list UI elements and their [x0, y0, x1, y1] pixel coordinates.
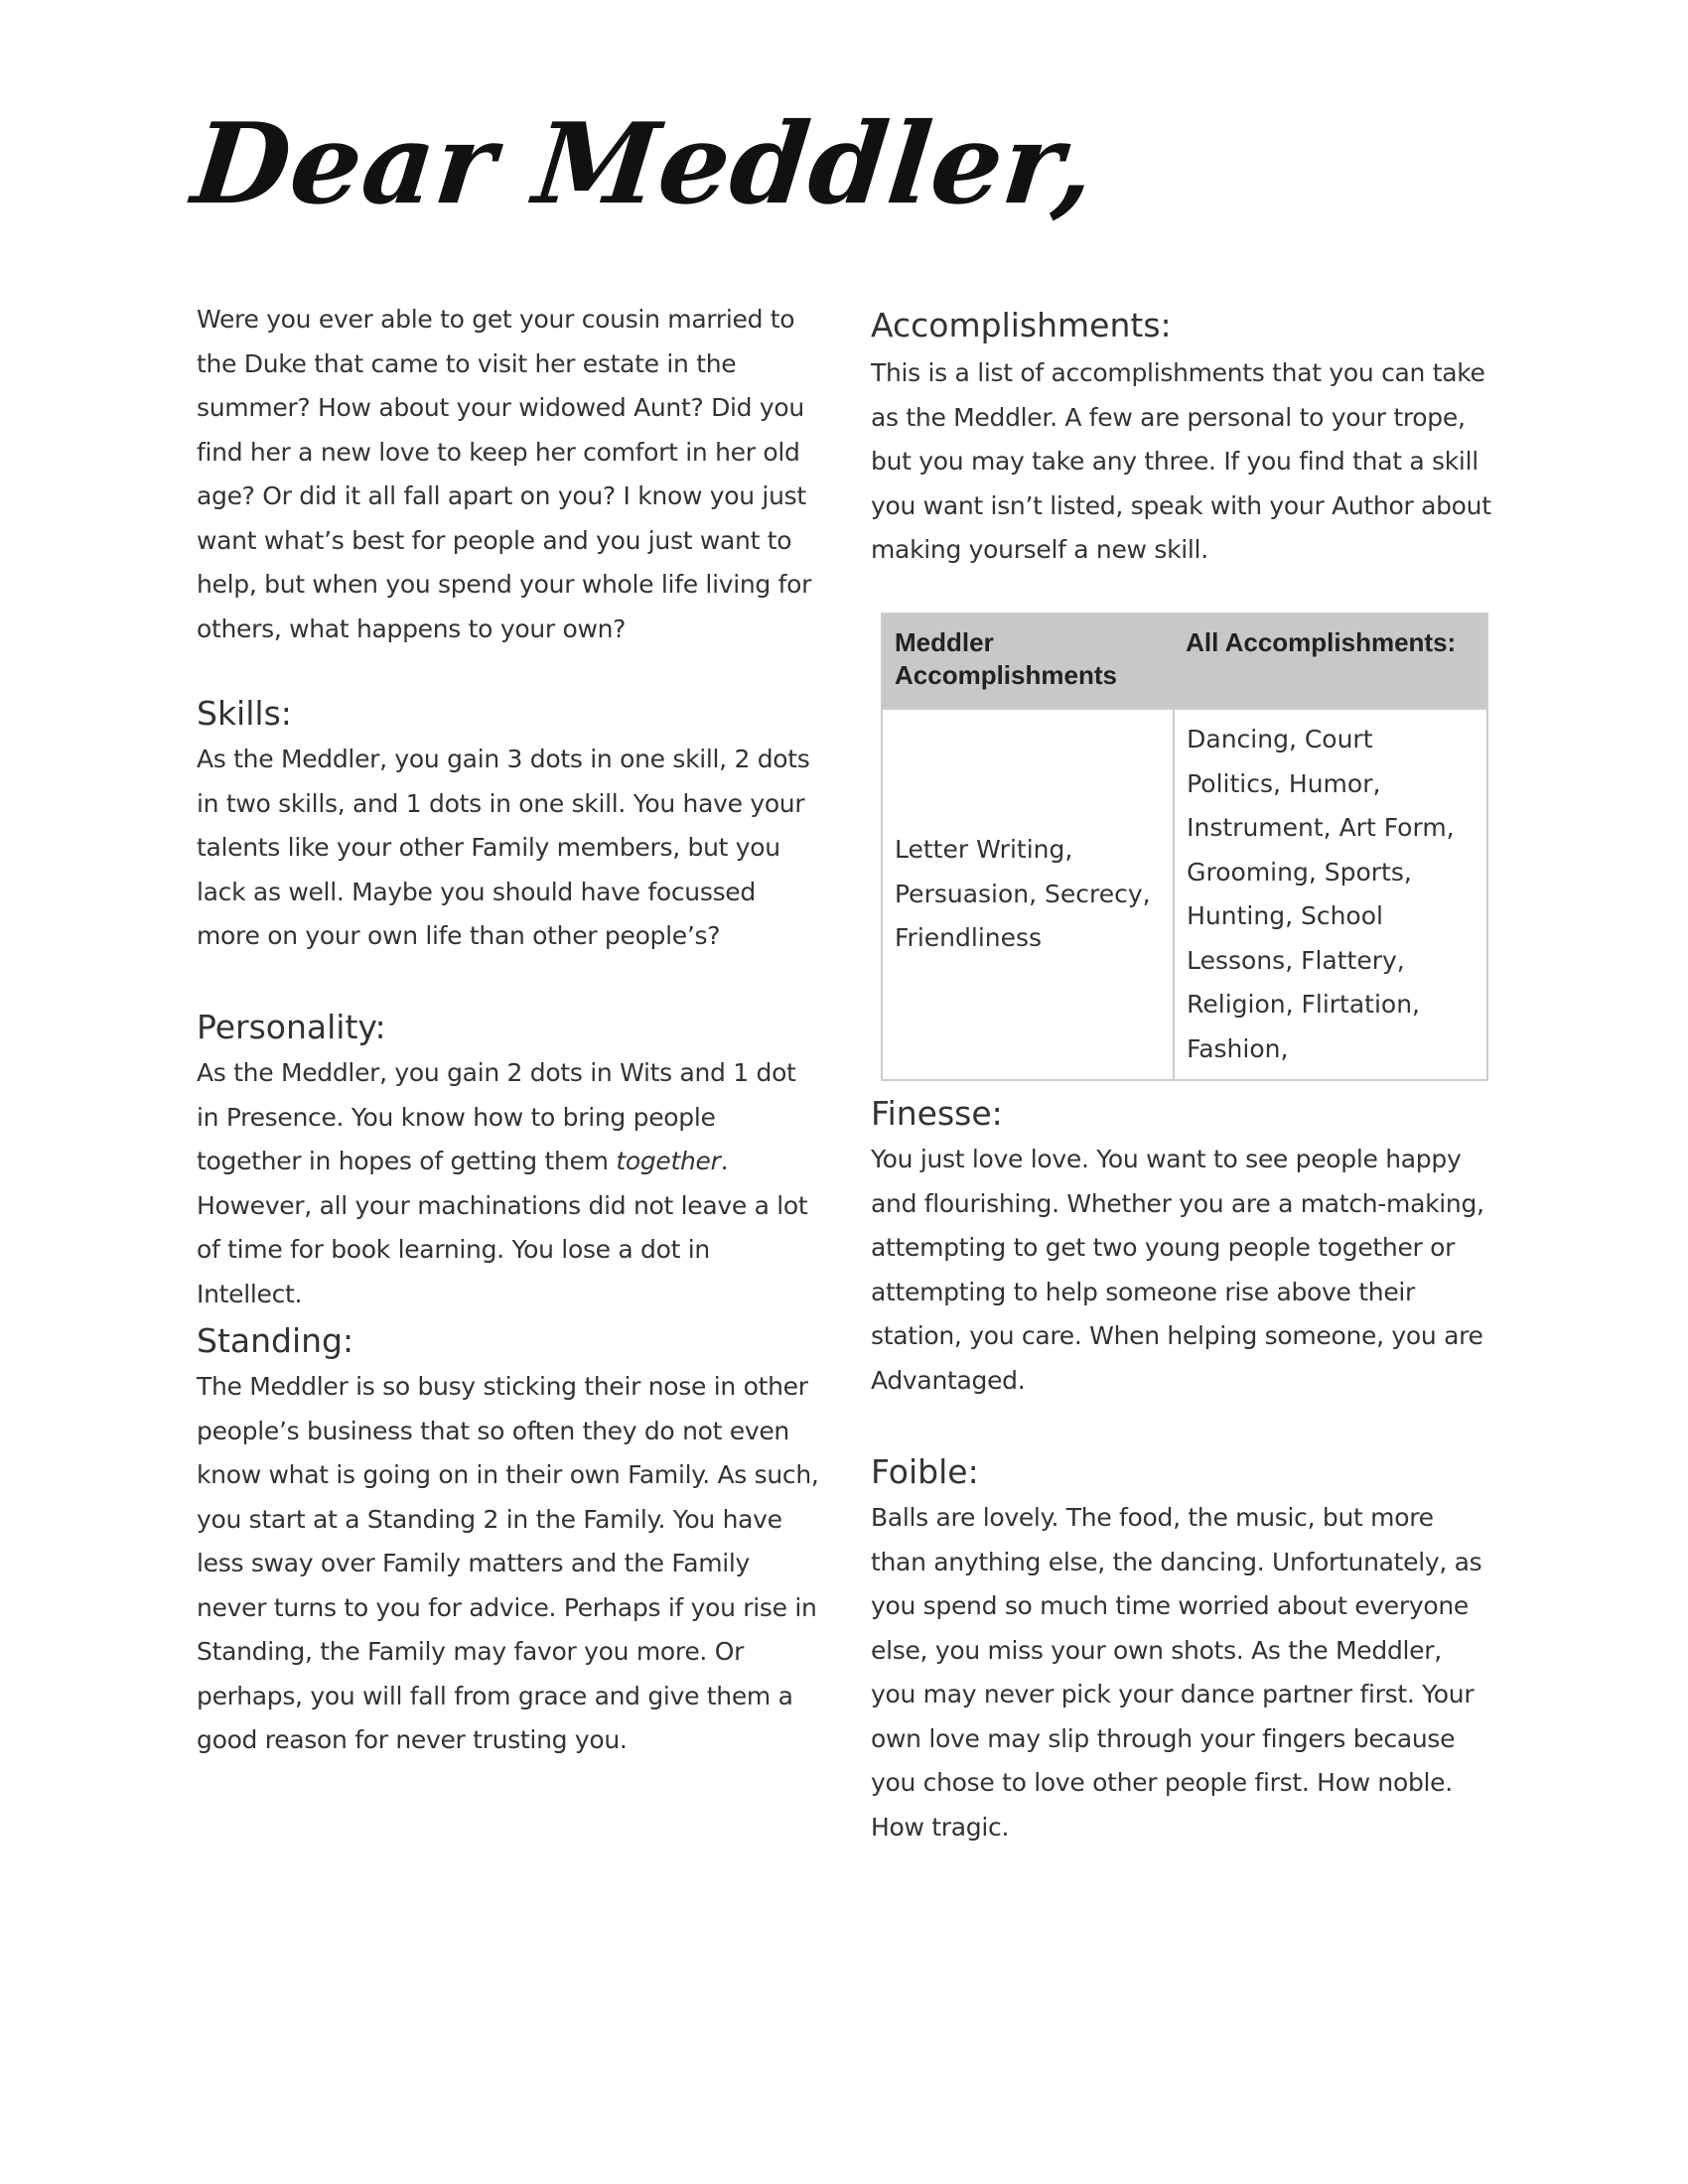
meddler-accomplishments-cell	[882, 709, 1174, 1080]
all-accomplishments-list: Dancing, Court Politics, Humor, Instrument, Art Form, Grooming, Sports, Hunting, School Lessons, Flattery, Religion, Flirtation, Fashion,	[1187, 725, 1455, 1063]
intro-paragraph: Were you ever able to get your cousin married to the Duke that came to visit her estate in the summer? How about your widowed Aunt? Did you find her a new love to keep her comfort in her old age? Or did it all fall apart on you? I know you just want what’s best for people and you just want to help, but when you spend your whole life living for others, what happens to your own?	[197, 305, 812, 643]
personality-text-before: As the Meddler, you gain 2 dots in Wits and 1 dot in Presence. You know how to bring people together in hopes of getting them	[197, 1058, 796, 1175]
personality-heading: Personality:	[197, 1008, 386, 1046]
personality-emphasis: together	[616, 1147, 721, 1175]
standing-heading: Standing:	[197, 1321, 354, 1360]
skills-heading: Skills:	[197, 694, 292, 733]
meddler-accomplishments-header: Meddler Accomplishments	[882, 614, 1174, 709]
personality-text-after: . However, all your machinations did not leave a lot of time for book learning. You lose a dot in Intellect.	[197, 1147, 808, 1308]
accomplishments-paragraph: This is a list of accomplishments that you can take as the Meddler. A few are personal to your trope, but you may take any three. If you find that a skill you want isn’t listed, speak with your Author about making yourself a new skill.	[871, 358, 1491, 564]
finesse-heading: Finesse:	[871, 1094, 1003, 1133]
all-accomplishments-cell	[1174, 709, 1487, 1080]
standing-paragraph: The Meddler is so busy sticking their nose in other people’s business that so often they do not even know what is going on in their own Family. As such, you start at a Standing 2 in the Family. You have less sway over Family matters and the Family never turns to you for advice. Perhaps if you rise in Standing, the Family may favor you more. Or perhaps, you will fall from grace and give them a good reason for never trusting you.	[197, 1372, 819, 1754]
finesse-paragraph: You just love love. You want to see people happy and flourishing. Whether you are a match-making, attempting to get two young people together or attempting to help someone rise above their station, you care. When helping someone, you are Advantaged.	[871, 1145, 1484, 1395]
foible-paragraph: Balls are lovely. The food, the music, but more than anything else, the dancing. Unfortunately, as you spend so much time worried about everyone else, you miss your own shots. As the Meddler, you may never pick your dance partner first. Your own love may slip through your fingers because you chose to love other people first. How noble. How tragic.	[871, 1503, 1482, 1842]
meddler-accomplishments-list: Letter Writing, Persuasion, Secrecy, Friendliness	[895, 835, 1151, 953]
personality-paragraph	[197, 1051, 820, 1316]
accomplishments-table-header-row	[882, 614, 1487, 709]
accomplishments-table-row	[882, 709, 1487, 1080]
accomplishments-table	[881, 613, 1488, 1081]
page-title: Dear Meddler,	[187, 99, 1102, 229]
foible-heading: Foible:	[871, 1452, 979, 1491]
all-accomplishments-header: All Accomplishments:	[1174, 614, 1487, 709]
accomplishments-heading: Accomplishments:	[871, 306, 1172, 344]
skills-paragraph: As the Meddler, you gain 3 dots in one skill, 2 dots in two skills, and 1 dots in one skill. You have your talents like your other Family members, but you lack as well. Maybe you should have focussed more on your own life than other people’s?	[197, 745, 810, 950]
